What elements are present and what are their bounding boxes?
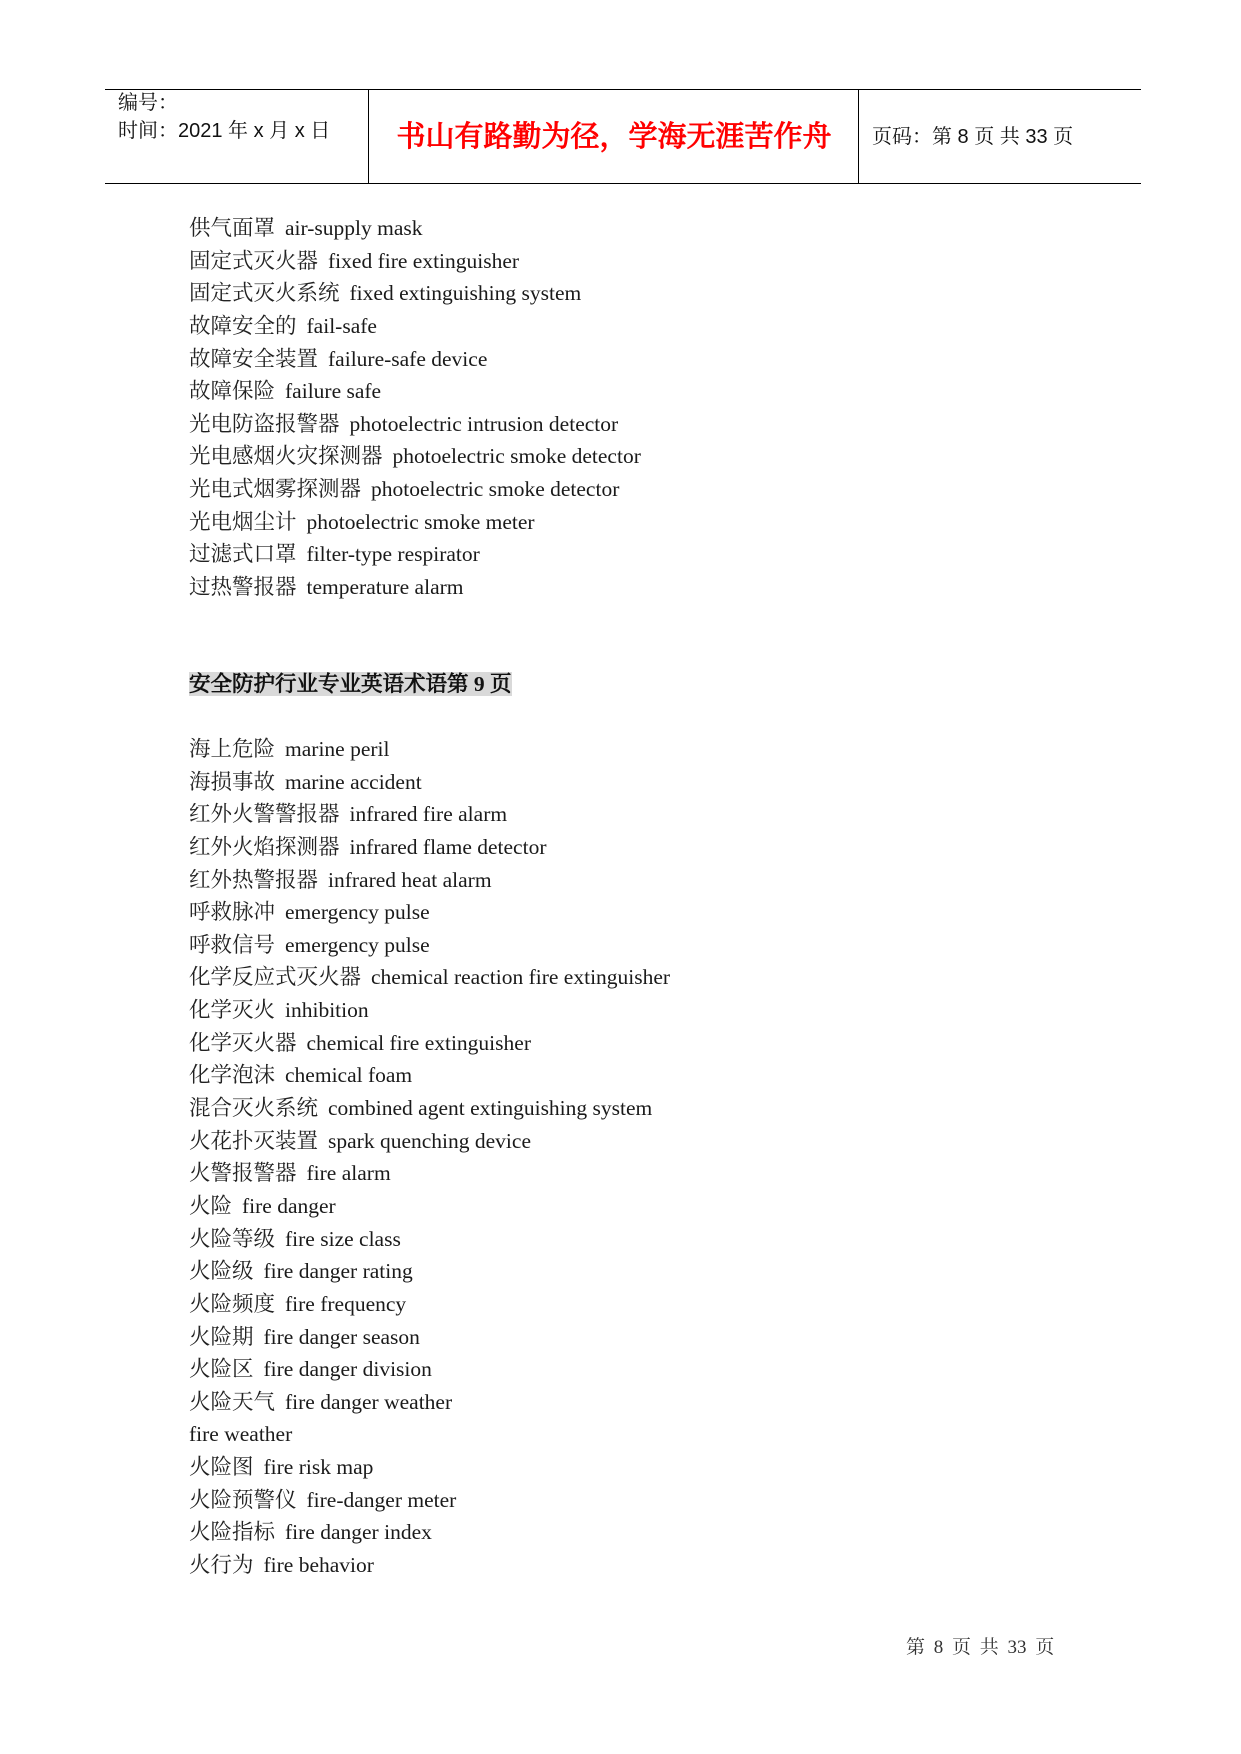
term-row xyxy=(189,1255,670,1288)
term-row xyxy=(189,1059,670,1092)
term-english: infrared heat alarm xyxy=(328,867,492,892)
term-chinese: 火险指标 xyxy=(189,1520,276,1545)
term-row xyxy=(189,440,641,473)
term-row xyxy=(189,831,670,864)
term-english: temperature alarm xyxy=(306,575,464,600)
term-list xyxy=(189,733,670,1582)
term-english: fire danger index xyxy=(285,1520,432,1545)
term-row xyxy=(189,1484,670,1517)
term-row xyxy=(189,1418,670,1451)
term-english: failure-safe device xyxy=(328,346,488,371)
term-chinese: 光电防盗报警器 xyxy=(189,411,340,436)
term-row xyxy=(189,245,641,278)
header-cell-motto xyxy=(368,90,859,183)
term-row xyxy=(189,473,641,506)
term-chinese: 火险级 xyxy=(189,1259,254,1284)
term-chinese: 过热警报器 xyxy=(189,575,297,600)
term-chinese: 火险预警仪 xyxy=(189,1487,297,1512)
term-row xyxy=(189,1125,670,1158)
term-row xyxy=(189,1549,670,1582)
term-chinese: 火险图 xyxy=(189,1455,254,1480)
term-row xyxy=(189,1516,670,1549)
term-english: fire behavior xyxy=(263,1553,374,1578)
term-row xyxy=(189,212,641,245)
term-chinese: 化学灭火 xyxy=(189,998,276,1023)
document-number-label: 编号： xyxy=(118,92,178,114)
term-row xyxy=(189,277,641,310)
term-chinese: 火险等级 xyxy=(189,1226,276,1251)
term-english: fire danger division xyxy=(263,1357,432,1382)
term-english: fire frequency xyxy=(285,1291,407,1316)
page-footer xyxy=(906,1636,1054,1660)
term-english: fire risk map xyxy=(263,1455,374,1480)
term-chinese: 故障安全的 xyxy=(189,313,297,338)
footer-page-number: 第 8 页 共 33 页 xyxy=(906,1637,1055,1658)
term-english: photoelectric intrusion detector xyxy=(349,411,619,436)
term-row xyxy=(189,798,670,831)
term-chinese: 火险频度 xyxy=(189,1291,276,1316)
term-chinese: 火险天气 xyxy=(189,1389,276,1414)
term-chinese: 固定式灭火系统 xyxy=(189,281,340,306)
term-english: fire alarm xyxy=(306,1161,391,1186)
term-chinese: 化学灭火器 xyxy=(189,1030,297,1055)
term-english: inhibition xyxy=(285,998,369,1023)
term-english: photoelectric smoke detector xyxy=(371,477,620,502)
term-chinese: 化学泡沫 xyxy=(189,1063,276,1088)
term-chinese: 红外火警警报器 xyxy=(189,802,340,827)
term-english: emergency pulse xyxy=(285,900,430,925)
header-table xyxy=(105,89,1141,184)
term-row xyxy=(189,1223,670,1256)
header-cell-page xyxy=(858,90,1142,183)
term-row xyxy=(189,1190,670,1223)
term-row xyxy=(189,1157,670,1190)
term-list xyxy=(189,212,641,604)
section-heading-text: 安全防护行业专业英语术语第 9 页 xyxy=(189,672,512,696)
term-english: fire danger rating xyxy=(263,1259,413,1284)
term-row xyxy=(189,506,641,539)
term-row xyxy=(189,733,670,766)
term-english: photoelectric smoke meter xyxy=(306,509,535,534)
term-row xyxy=(189,896,670,929)
term-english: infrared fire alarm xyxy=(349,802,508,827)
term-row xyxy=(189,929,670,962)
term-english: combined agent extinguishing system xyxy=(328,1096,653,1121)
term-english: fire weather xyxy=(189,1422,293,1447)
term-english: emergency pulse xyxy=(285,932,430,957)
term-chinese: 海损事故 xyxy=(189,769,276,794)
term-english: fixed fire extinguisher xyxy=(328,248,520,273)
term-chinese: 过滤式口罩 xyxy=(189,542,297,567)
term-row xyxy=(189,1092,670,1125)
term-english: spark quenching device xyxy=(328,1128,531,1153)
term-chinese: 火险 xyxy=(189,1193,233,1218)
term-english: fire danger season xyxy=(263,1324,420,1349)
term-chinese: 故障保险 xyxy=(189,379,276,404)
section-heading xyxy=(189,668,512,701)
term-row xyxy=(189,1353,670,1386)
term-english: chemical reaction fire extinguisher xyxy=(371,965,671,990)
term-chinese: 化学反应式灭火器 xyxy=(189,965,362,990)
term-english: fire size class xyxy=(285,1226,401,1251)
term-english: chemical foam xyxy=(285,1063,413,1088)
term-chinese: 火警报警器 xyxy=(189,1161,297,1186)
term-row xyxy=(189,1027,670,1060)
term-row xyxy=(189,1386,670,1419)
term-chinese: 光电感烟火灾探测器 xyxy=(189,444,383,469)
term-english: marine accident xyxy=(285,769,422,794)
term-chinese: 故障安全装置 xyxy=(189,346,319,371)
term-row xyxy=(189,961,670,994)
term-english: fixed extinguishing system xyxy=(349,281,582,306)
term-chinese: 呼救脉冲 xyxy=(189,900,276,925)
term-english: filter-type respirator xyxy=(306,542,480,567)
term-english: fire danger xyxy=(242,1193,336,1218)
header-cell-info xyxy=(105,90,368,183)
term-row xyxy=(189,1451,670,1484)
term-row xyxy=(189,343,641,376)
term-row xyxy=(189,864,670,897)
term-english: chemical fire extinguisher xyxy=(306,1030,531,1055)
term-chinese: 光电式烟雾探测器 xyxy=(189,477,362,502)
term-chinese: 红外热警报器 xyxy=(189,867,319,892)
term-english: marine peril xyxy=(285,737,390,761)
page-code: 页码：第 8 页 共 33 页 xyxy=(872,126,1074,148)
term-row xyxy=(189,310,641,343)
term-english: infrared flame detector xyxy=(349,834,547,859)
motto-text: 书山有路勤为径，学海无涯苦作舟 xyxy=(396,119,832,153)
term-chinese: 光电烟尘计 xyxy=(189,509,297,534)
term-english: photoelectric smoke detector xyxy=(392,444,641,469)
term-chinese: 火花扑灭装置 xyxy=(189,1128,319,1153)
term-chinese: 火行为 xyxy=(189,1553,254,1578)
term-english: fire-danger meter xyxy=(306,1487,457,1512)
term-english: failure safe xyxy=(285,379,382,404)
document-time: 时间：2021 年 x 月 x 日 xyxy=(118,120,331,142)
term-row xyxy=(189,571,641,604)
term-row xyxy=(189,408,641,441)
term-row xyxy=(189,538,641,571)
term-chinese: 呼救信号 xyxy=(189,932,276,957)
term-chinese: 固定式灭火器 xyxy=(189,248,319,273)
term-chinese: 供气面罩 xyxy=(189,216,276,240)
term-english: fail-safe xyxy=(306,313,377,338)
term-chinese: 火险区 xyxy=(189,1357,254,1382)
term-chinese: 混合灭火系统 xyxy=(189,1096,319,1121)
term-row xyxy=(189,766,670,799)
term-chinese: 红外火焰探测器 xyxy=(189,834,340,859)
term-chinese: 火险期 xyxy=(189,1324,254,1349)
term-row xyxy=(189,994,670,1027)
term-row xyxy=(189,1288,670,1321)
term-english: air-supply mask xyxy=(285,216,423,240)
term-english: fire danger weather xyxy=(285,1389,453,1414)
term-chinese: 海上危险 xyxy=(189,737,276,761)
term-row xyxy=(189,375,641,408)
term-row xyxy=(189,1321,670,1354)
